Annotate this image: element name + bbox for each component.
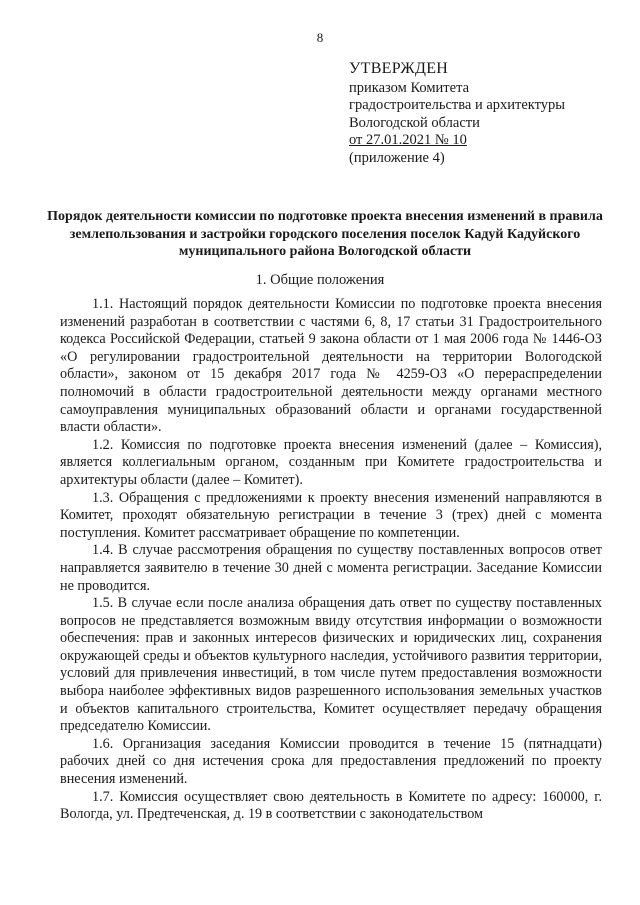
document-title: Порядок деятельности комиссии по подготовке проекта внесения изменений в правила землепользования и застройки городского поселения поселок Кадуй Кадуйского муниципального района Вологодской области <box>47 209 603 259</box>
approval-date-number <box>349 132 619 150</box>
paragraph-1-1: 1.1. Настоящий порядок деятельности Комиссии по подготовке проекта внесения изменений разработан в соответствии с частями 6, 8, 17 статьи 31 Градостроительного кодекса Российской Федерации, статьей 9 закона области от 1 мая 2006 года № 1446-ОЗ «О регулировании градостроительной деятельности на территории Вологодской области», законом от 15 декабря 2017 года № 4259-ОЗ «О перераспределении полномочий в области градостроительной деятельности между органами местного самоуправления муниципальных образований области и органами государственной власти области». <box>60 296 602 436</box>
paragraph-1-3: 1.3. Обращения с предложениями к проекту внесения изменений направляются в Комитет, проходят обязательную регистрации в течение 3 (трех) дней с момента поступления. Комитет рассматривает обращение по компетенции. <box>60 489 602 541</box>
approval-block <box>349 60 619 167</box>
approval-appendix: (приложение 4) <box>349 149 445 166</box>
paragraph-1-5: 1.5. В случае если после анализа обращения дать ответ по существу поставленных вопросов не представляется возможным ввиду отсутствия информации о возможности обеспечения: прав и законных интересов физических и юридических лиц, сохранения окружающей среды и объектов культурного наследия, устойчивого развития территории, условий для привлечения инвестиций, в том числе путем предоставления возможности выбора наиболее эффективных видов разрешенного использования земельных участков и объектов капитального строительства, Комитет осуществляет передачу обращения председателю Комиссии. <box>60 595 602 735</box>
approval-line: приказом Комитета <box>349 79 470 96</box>
paragraph-1-2: 1.2. Комиссия по подготовке проекта внесения изменений (далее – Комиссия), является коллегиальным органом, созданным при Комитете градостроительства и архитектуры области (далее – Комитет). <box>60 436 602 488</box>
paragraph-1-4: 1.4. В случае рассмотрения обращения по существу поставленных вопросов ответ направляется заявителю в течение 30 дней с момента регистрации. Заседание Комиссии не проводится. <box>60 542 602 594</box>
page-number: 8 <box>316 30 324 45</box>
document-body <box>60 296 602 824</box>
paragraph-1-6: 1.6. Организация заседания Комиссии проводится в течение 15 (пятнадцати) рабочих дней со дня истечения срока для предоставления предложений по проекту внесения изменений. <box>60 735 602 788</box>
approval-heading: УТВЕРЖДЕН <box>349 60 449 77</box>
section-heading: 1. Общие положения <box>255 272 385 288</box>
approval-date-number-text: от 27.01.2021 № 10 <box>349 132 467 148</box>
approval-line: градостроительства и архитектуры <box>349 97 566 113</box>
paragraph-1-7: 1.7. Комиссия осуществляет свою деятельность в Комитете по адресу: 160000, г. Вологда, ул. Предтеченская, д. 19 в соответствии с законодательством <box>60 788 602 823</box>
approval-line: Вологодской области <box>349 114 480 131</box>
